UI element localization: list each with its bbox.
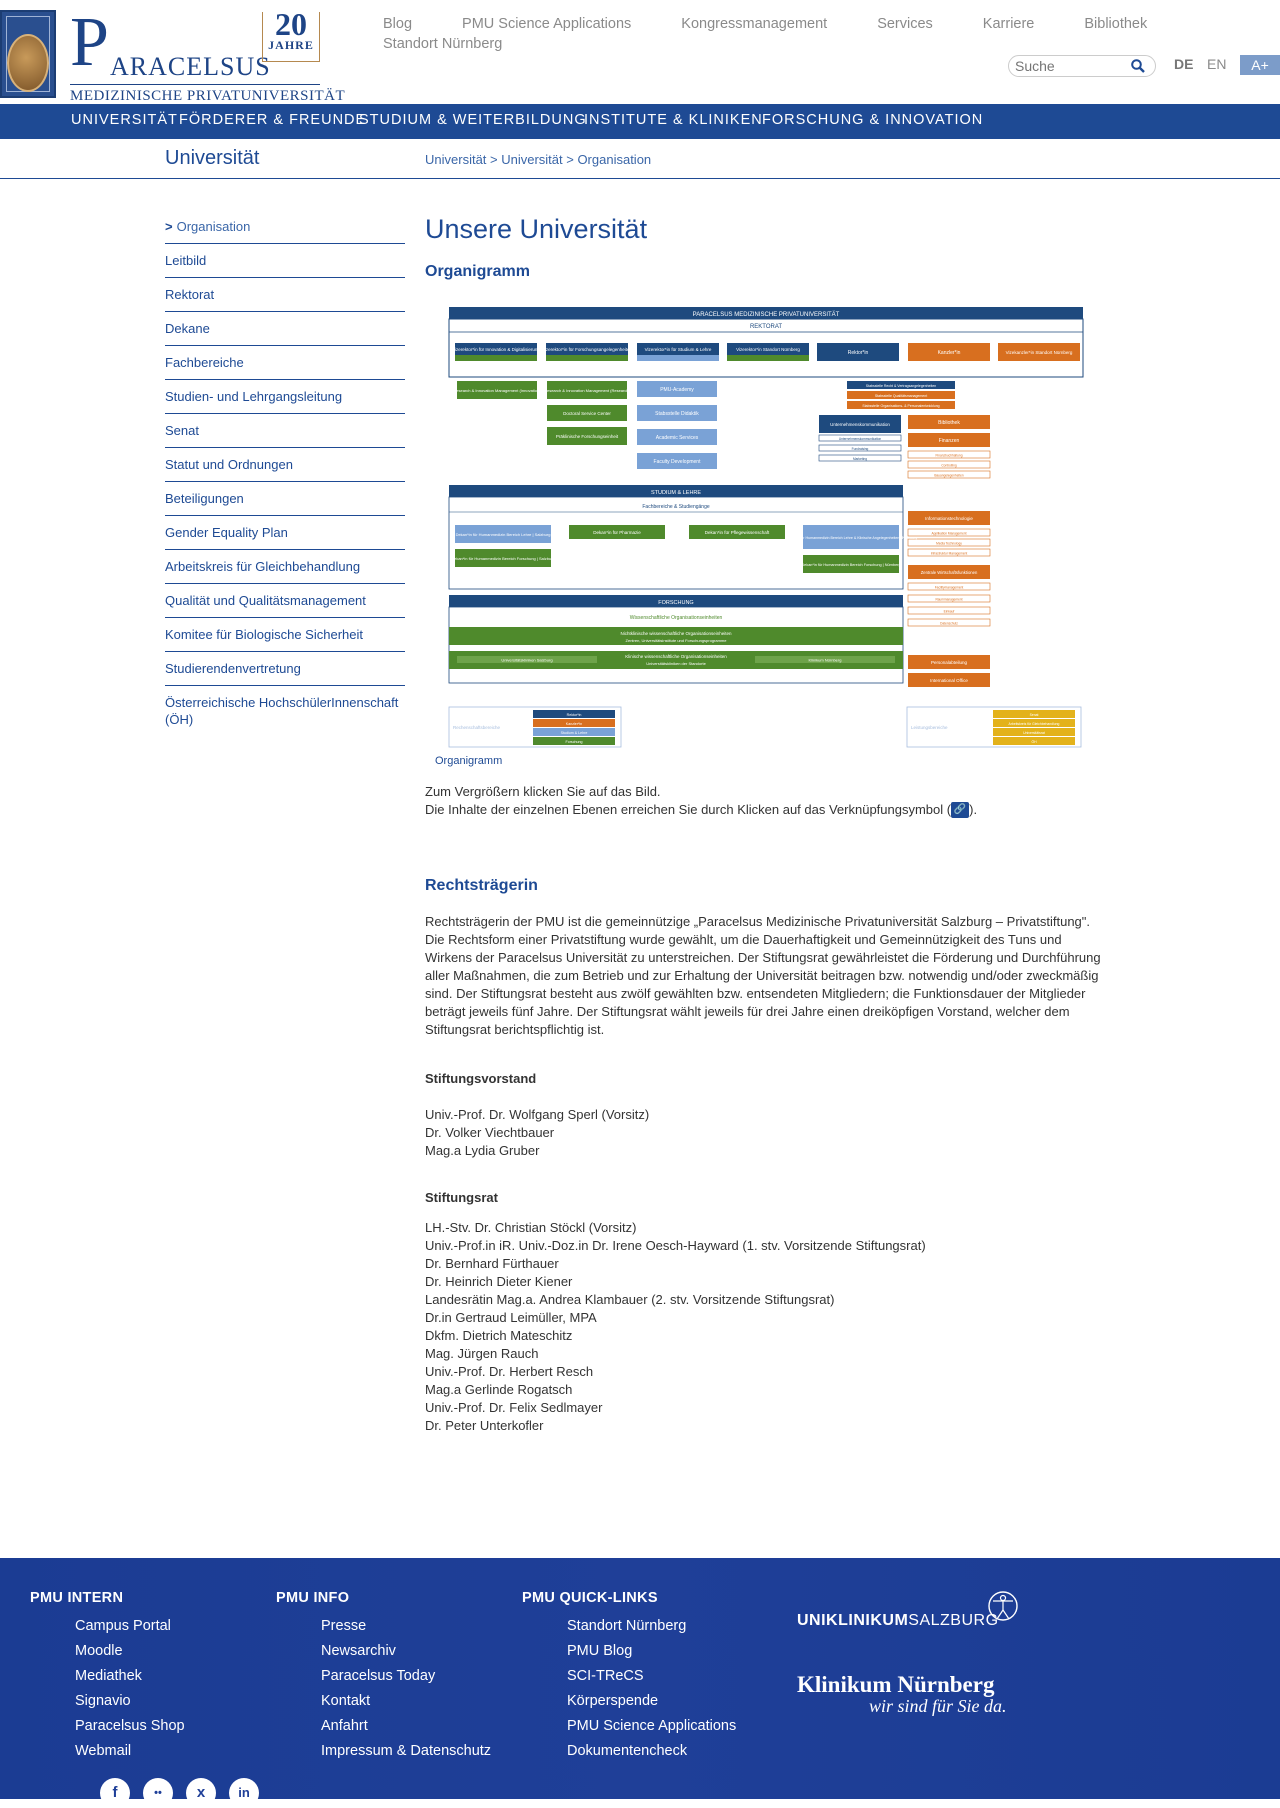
section-bar	[0, 139, 1280, 179]
sidebar-item-fachbereiche[interactable]: Fachbereiche	[165, 346, 405, 380]
sidebar-item-label: Organisation	[176, 219, 251, 234]
footer-heading: PMU INFO	[276, 1590, 350, 1606]
main-content	[425, 210, 1105, 1435]
chart-box-kommunikation: Unternehmenskommunikation	[830, 422, 890, 427]
top-nav-blog[interactable]: Blog	[383, 16, 413, 32]
stiftungsrat-heading: Stiftungsrat	[425, 1190, 498, 1205]
chart-sub-datenschutz: Datenschutz	[940, 621, 958, 626]
chart-box-rim-innovation: Research & Innovation Management (Innovation)	[453, 388, 541, 393]
brand-initial: P	[70, 4, 109, 81]
footer-link-koerperspende[interactable]: Körperspende	[567, 1693, 659, 1709]
section-title: Universität	[165, 147, 260, 169]
main-nav-studium[interactable]: STUDIUM & WEITERBILDUNG	[359, 112, 587, 128]
chart-box-zwf: Zentrale Wirtschaftsfunktionen	[920, 570, 978, 575]
footer-link-shop[interactable]: Paracelsus Shop	[75, 1718, 185, 1734]
list-item: Mag. Jürgen Rauch	[425, 1346, 539, 1361]
list-item: Dr.in Gertraud Leimüller, MPA	[425, 1310, 597, 1325]
chart-legend-oeh: ÖH	[1031, 740, 1037, 744]
footer-link-moodle[interactable]: Moodle	[75, 1643, 123, 1659]
chart-studium-sub: Fachbereiche & Studiengänge	[642, 504, 710, 510]
list-item: Dr. Peter Unterkofler	[425, 1418, 544, 1433]
chart-sub-fundraising: Fundraising	[851, 447, 869, 451]
xing-icon[interactable]: x	[186, 1778, 216, 1808]
chart-studium-banner: STUDIUM & LEHRE	[650, 490, 702, 496]
main-navigation	[0, 104, 1280, 139]
sidebar-item-gender-equality[interactable]: Gender Equality Plan	[165, 516, 405, 550]
chart-box-dekan-hm-forschung: Dekan*in für Humanmedizin Bereich Forschung | Salzburg	[451, 556, 555, 561]
chart-box-nichtklinisch: Nichtklinische wissenschaftliche Organisationseinheiten	[620, 631, 732, 636]
chart-sub-facility: Facilitymanagement	[934, 585, 964, 590]
chart-box-vizekanzler: Vizekanzler*in Standort Nürnberg	[1005, 350, 1073, 355]
footer-link-paracelsus-today[interactable]: Paracelsus Today	[321, 1668, 436, 1684]
chart-legend-kanzler: Kanzler*in	[565, 722, 583, 726]
chart-forschung-banner: FORSCHUNG	[658, 600, 694, 606]
top-nav-science-applications[interactable]: PMU Science Applications	[462, 16, 632, 32]
list-item: LH.-Stv. Dr. Christian Stöckl (Vorsitz)	[425, 1220, 637, 1235]
chart-box-dekan-hm-lehre: Dekan*in für Humanmedizin Bereich Lehre | Salzburg	[455, 532, 551, 537]
organigramm-chart	[425, 299, 1073, 749]
search-box	[1008, 55, 1156, 77]
chart-box-nichtklinisch-sub: Zentren, Universitätsinstitute und Forschungsprogramme	[625, 638, 727, 643]
sidebar-item-leitbild[interactable]: Leitbild	[165, 244, 405, 278]
list-item: Univ.-Prof. Dr. Herbert Resch	[425, 1364, 594, 1379]
list-item: Univ.-Prof. Dr. Felix Sedlmayer	[425, 1400, 603, 1415]
uniklinikum-bold: UNIKLINIKUM	[797, 1612, 909, 1629]
page-title: Unsere Universität	[425, 214, 648, 244]
top-nav-kongressmanagement[interactable]: Kongressmanagement	[681, 16, 828, 32]
footer-heading: PMU INTERN	[30, 1590, 124, 1606]
chart-sub-infra: Infrastruktur Management	[930, 551, 968, 556]
footer-link-dokumentencheck[interactable]: Dokumentencheck	[567, 1743, 688, 1759]
footer-heading: PMU QUICK-LINKS	[522, 1590, 658, 1606]
list-item: Landesrätin Mag.a. Andrea Klambauer (2. stv. Vorsitzende Stiftungsrat)	[425, 1292, 835, 1307]
chart-box-dekan-nbg-forschung: Dekan*in für Humanmedizin Bereich Forschung | Nürnberg	[801, 563, 901, 567]
organigramm-image[interactable]	[425, 299, 1073, 749]
chart-box-it: Informationstechnologie	[925, 516, 973, 521]
chart-box-kanzler: Kanzler*in	[937, 350, 961, 356]
chart-legend-studium: Studium & Lehre	[560, 731, 588, 735]
chart-sub-app-mgmt: Applikation Management	[931, 531, 967, 536]
list-item: Mag.a Gerlinde Rogatsch	[425, 1382, 573, 1397]
sidebar-item-studierendenvertretung[interactable]: Studierendenvertretung	[165, 652, 405, 686]
sidebar-item-gleichbehandlung[interactable]: Arbeitskreis für Gleichbehandlung	[165, 550, 405, 584]
chart-sub-bau: Bauangelegenheiten	[934, 473, 964, 478]
footer-link-standort-nbg[interactable]: Standort Nürnberg	[567, 1618, 687, 1634]
site-footer	[0, 1558, 1280, 1799]
chart-box-doctoral: Doctoral Service Center	[563, 411, 611, 416]
sidebar-navigation	[165, 210, 405, 736]
top-nav-bibliothek[interactable]: Bibliothek	[1084, 16, 1148, 32]
zoom-hint: Zum Vergrößern klicken Sie auf das Bild.	[425, 784, 661, 799]
chart-box-stab-recht: Stabsstelle Recht & Vertragsangelegenheiten	[865, 384, 937, 388]
footer-link-signavio[interactable]: Signavio	[75, 1693, 131, 1709]
footer-link-presse[interactable]: Presse	[321, 1618, 367, 1634]
klinikum-slogan: wir sind für Sie da.	[869, 1696, 1007, 1716]
chart-box-stab-pe: Stabsstelle Organisations- & Personalentwicklung	[862, 404, 940, 408]
link-hint: Die Inhalte der einzelnen Ebenen erreichen Sie durch Klicken auf das Verknüpfungsymbol ( 🔗 ).	[425, 802, 978, 817]
sidebar-item-studienleitung[interactable]: Studien- und Lehrgangsleitung	[165, 380, 405, 414]
chart-legend-right-label: Leistungsbereiche	[911, 725, 948, 730]
chart-box-personal: Personalabteilung	[930, 660, 968, 665]
chart-box-uk-salzburg: Universitätskliniken Salzburg	[501, 657, 553, 663]
anniversary-badge: 20 JAHRE	[262, 12, 320, 62]
rechtstraegerin-heading: Rechtsträgerin	[425, 877, 538, 894]
chart-legend-left-label: Rechenschaftsbereiche	[453, 725, 501, 730]
footer-link-newsarchiv[interactable]: Newsarchiv	[321, 1643, 396, 1659]
chart-box-international: International Office	[930, 678, 968, 683]
top-nav-karriere[interactable]: Karriere	[982, 16, 1035, 32]
linkedin-icon[interactable]: in	[229, 1778, 259, 1808]
chart-box-rektor: Rektor*in	[847, 350, 869, 356]
uniklinikum-salzburg-logo[interactable]	[797, 1588, 1027, 1638]
chart-box-academic-services: Academic Services	[655, 435, 699, 441]
font-size-button[interactable]: A+	[1240, 55, 1280, 75]
main-nav-forschung[interactable]: FORSCHUNG & INNOVATION	[762, 112, 984, 128]
stiftungsvorstand-heading: Stiftungsvorstand	[425, 1071, 537, 1086]
chart-box-klinisch-sub: Universitätskliniken der Standorte	[646, 661, 706, 666]
chart-sub-raum: Raummanagement	[935, 597, 963, 602]
chevron-right-icon: >	[165, 219, 173, 234]
footer-link-impressum[interactable]: Impressum & Datenschutz	[321, 1743, 492, 1759]
flickr-icon[interactable]: ••	[143, 1778, 173, 1808]
brand-name: ARACELSUS	[110, 52, 271, 81]
breadcrumb[interactable]: Universität > Universität > Organisation	[425, 152, 652, 167]
list-item: Mag.a Lydia Gruber	[425, 1143, 540, 1158]
rechtstraegerin-text: Rechtsträgerin der PMU ist die gemeinnützige „Paracelsus Medizinische Privatuniversität Salzburg – Privatstiftung". Die Rechtsform einer Privatstiftung wurde gewählt, um die Dauerhaftigkeit und Gemeinnützigkeit des Tuns und Wirkens der Paracelsus Universität zu unterstreichen. Der Stiftungsrat gewährleistet die Förderung und Durchführung aller Maßnahmen, die zum Betrieb und zur Erhaltung der Universität beitragen bzw. notwendig und/oder zweckmäßig sind. Der Stiftungsrat besteht aus zwölf gewählten bzw. entsendeten Mitgliedern; die Funktionsdauer der Mitglieder beträgt jeweils fünf Jahre. Der Stiftungsrat wählt jeweils für drei Jahre einen dreiköpfigen Vorstand, welcher dem Stiftungsrat berichtspflichtig ist.	[425, 914, 1101, 1037]
chart-box-rim-research: Research & Innovation Management (Research)	[544, 388, 630, 393]
chart-box-faculty-dev: Faculty Development	[653, 459, 701, 465]
footer-col-quicklinks	[522, 1590, 736, 1764]
chart-box-dekan-nbg-lehre: Dekan*in für Humanmedizin Bereich Lehre & Klinische Angelegenheiten | Nürnberg	[784, 536, 918, 540]
chart-box-dekan-pharmazie: Dekan*in für Pharmazie	[593, 530, 641, 535]
chart-box-vr-studium: Vizerektor*in für Studium & Lehre	[644, 347, 712, 352]
chart-box-didaktik: Stabsstelle Didaktik	[655, 411, 699, 417]
language-en[interactable]: EN	[1207, 56, 1227, 72]
sidebar-item-senat[interactable]: Senat	[165, 414, 405, 448]
chart-box-stab-qm: Stabsstelle Qualitätsmanagement	[874, 394, 928, 398]
footer-link-mediathek[interactable]: Mediathek	[75, 1668, 142, 1684]
chart-sub-einkauf: Einkauf	[943, 609, 955, 614]
stiftungsrat-list	[425, 1219, 1105, 1435]
chart-box-academy: PMU-Academy	[660, 387, 694, 393]
sidebar-item-rektorat[interactable]: Rektorat	[165, 278, 405, 312]
sidebar-item-biosicherheit[interactable]: Komitee für Biologische Sicherheit	[165, 618, 405, 652]
uniklinikum-rest: SALZBURG	[908, 1612, 999, 1629]
chart-legend-akg: Arbeitskreis für Gleichbehandlung	[1008, 722, 1060, 726]
chart-box-vr-nuernberg: Vizerektor*in Standort Nürnberg	[736, 347, 800, 352]
chart-legend-senat: Senat	[1029, 713, 1039, 717]
search-input[interactable]	[1015, 56, 1125, 76]
main-nav-institute[interactable]: INSTITUTE & KLINIKEN	[584, 112, 763, 128]
chart-box-dekan-pflege: Dekan*in für Pflegewissenschaft	[704, 530, 770, 535]
chart-legend-unirat: Universitätsrat	[1023, 731, 1045, 735]
chart-box-finanzen: Finanzen	[938, 438, 960, 444]
search-icon[interactable]	[1131, 59, 1145, 73]
footer-col-info	[276, 1590, 491, 1764]
chart-box-vr-forschung: Vizerektor*in für Forschungsangelegenheiten	[542, 347, 632, 352]
klinikum-title: Klinikum Nürnberg	[797, 1672, 995, 1697]
footer-link-anfahrt[interactable]: Anfahrt	[321, 1718, 368, 1734]
footer-link-sci-trecs[interactable]: SCI-TReCS	[567, 1668, 644, 1684]
list-item: Univ.-Prof.in iR. Univ.-Doz.in Dr. Irene Oesch-Hayward (1. stv. Vorsitzende Stiftungsrat)	[425, 1238, 926, 1253]
link-icon: 🔗	[951, 802, 969, 818]
chart-box-klinikum-nbg: Klinikum Nürnberg	[808, 657, 842, 663]
top-navigation	[383, 14, 1203, 54]
footer-col-intern	[30, 1590, 185, 1764]
language-de[interactable]: DE	[1174, 56, 1194, 72]
chart-box-vr-innovation: Vizerektor*in für Innovation & Digitalisierung	[452, 347, 540, 352]
stiftungsvorstand-list	[425, 1106, 1105, 1160]
sidebar-item-oeh[interactable]: Österreichische HochschülerInnenschaft (ÖH)	[165, 695, 399, 727]
main-nav-foerderer[interactable]: FÖRDERER & FREUNDE	[179, 112, 367, 128]
list-item: Dkfm. Dietrich Mateschitz	[425, 1328, 573, 1343]
sidebar-item-organisation[interactable]	[165, 210, 405, 244]
list-item: Univ.-Prof. Dr. Wolfgang Sperl (Vorsitz)	[425, 1107, 650, 1122]
footer-link-campus-portal[interactable]: Campus Portal	[75, 1618, 171, 1634]
klinikum-nuernberg-logo[interactable]	[797, 1672, 1027, 1732]
list-item: Dr. Bernhard Fürthauer	[425, 1256, 559, 1271]
sidebar-item-beteiligungen[interactable]: Beteiligungen	[165, 482, 405, 516]
chart-rektorat-label: REKTORAT	[749, 324, 783, 330]
chart-legend-forschung: Forschung	[565, 740, 583, 744]
organigramm-heading: Organigramm	[425, 263, 530, 280]
chart-sub-media: Media Technology	[936, 541, 962, 546]
chart-sub-uk: Unternehmenskommunikation	[838, 437, 882, 441]
footer-link-webmail[interactable]: Webmail	[75, 1743, 132, 1759]
chart-sub-finanzbuchhaltung: Finanzbuchhaltung	[935, 453, 963, 458]
chart-box-bibliothek: Bibliothek	[938, 420, 960, 426]
list-item: Dr. Heinrich Dieter Kiener	[425, 1274, 573, 1289]
chart-box-praeklinik: Präklinische Forschungseinheit	[555, 434, 619, 439]
footer-link-kontakt[interactable]: Kontakt	[321, 1693, 371, 1709]
chart-top-banner: PARACELSUS MEDIZINISCHE PRIVATUNIVERSITÄT	[692, 312, 840, 318]
top-nav-standort-nuernberg[interactable]: Standort Nürnberg	[383, 36, 503, 52]
chart-sub-marketing: Marketing	[853, 457, 867, 461]
sidebar-item-statut[interactable]: Statut und Ordnungen	[165, 448, 405, 482]
chart-sub-controlling: Controlling	[941, 463, 957, 468]
list-item: Dr. Volker Viechtbauer	[425, 1125, 555, 1140]
organigramm-caption: Organigramm	[435, 755, 503, 767]
chart-forschung-sub: Wissenschaftliche Organisationseinheiten	[629, 615, 723, 621]
sidebar-item-dekane[interactable]: Dekane	[165, 312, 405, 346]
top-nav-services[interactable]: Services	[877, 16, 933, 32]
footer-link-pmu-blog[interactable]: PMU Blog	[567, 1643, 633, 1659]
chart-legend-rektor: Rektor*in	[566, 713, 582, 717]
university-seal-logo[interactable]	[0, 10, 56, 98]
chart-box-klinisch: Klinische wissenschaftliche Organisationseinheiten	[625, 654, 727, 659]
site-header	[0, 0, 1280, 104]
main-nav-universitaet[interactable]: UNIVERSITÄT	[71, 112, 178, 128]
footer-link-science-apps[interactable]: PMU Science Applications	[567, 1718, 737, 1734]
brand-subtitle: MEDIZINISCHE PRIVATUNIVERSITÄT	[70, 88, 346, 104]
facebook-icon[interactable]: f	[100, 1778, 130, 1808]
sidebar-item-qualitaet[interactable]: Qualität und Qualitätsmanagement	[165, 584, 405, 618]
